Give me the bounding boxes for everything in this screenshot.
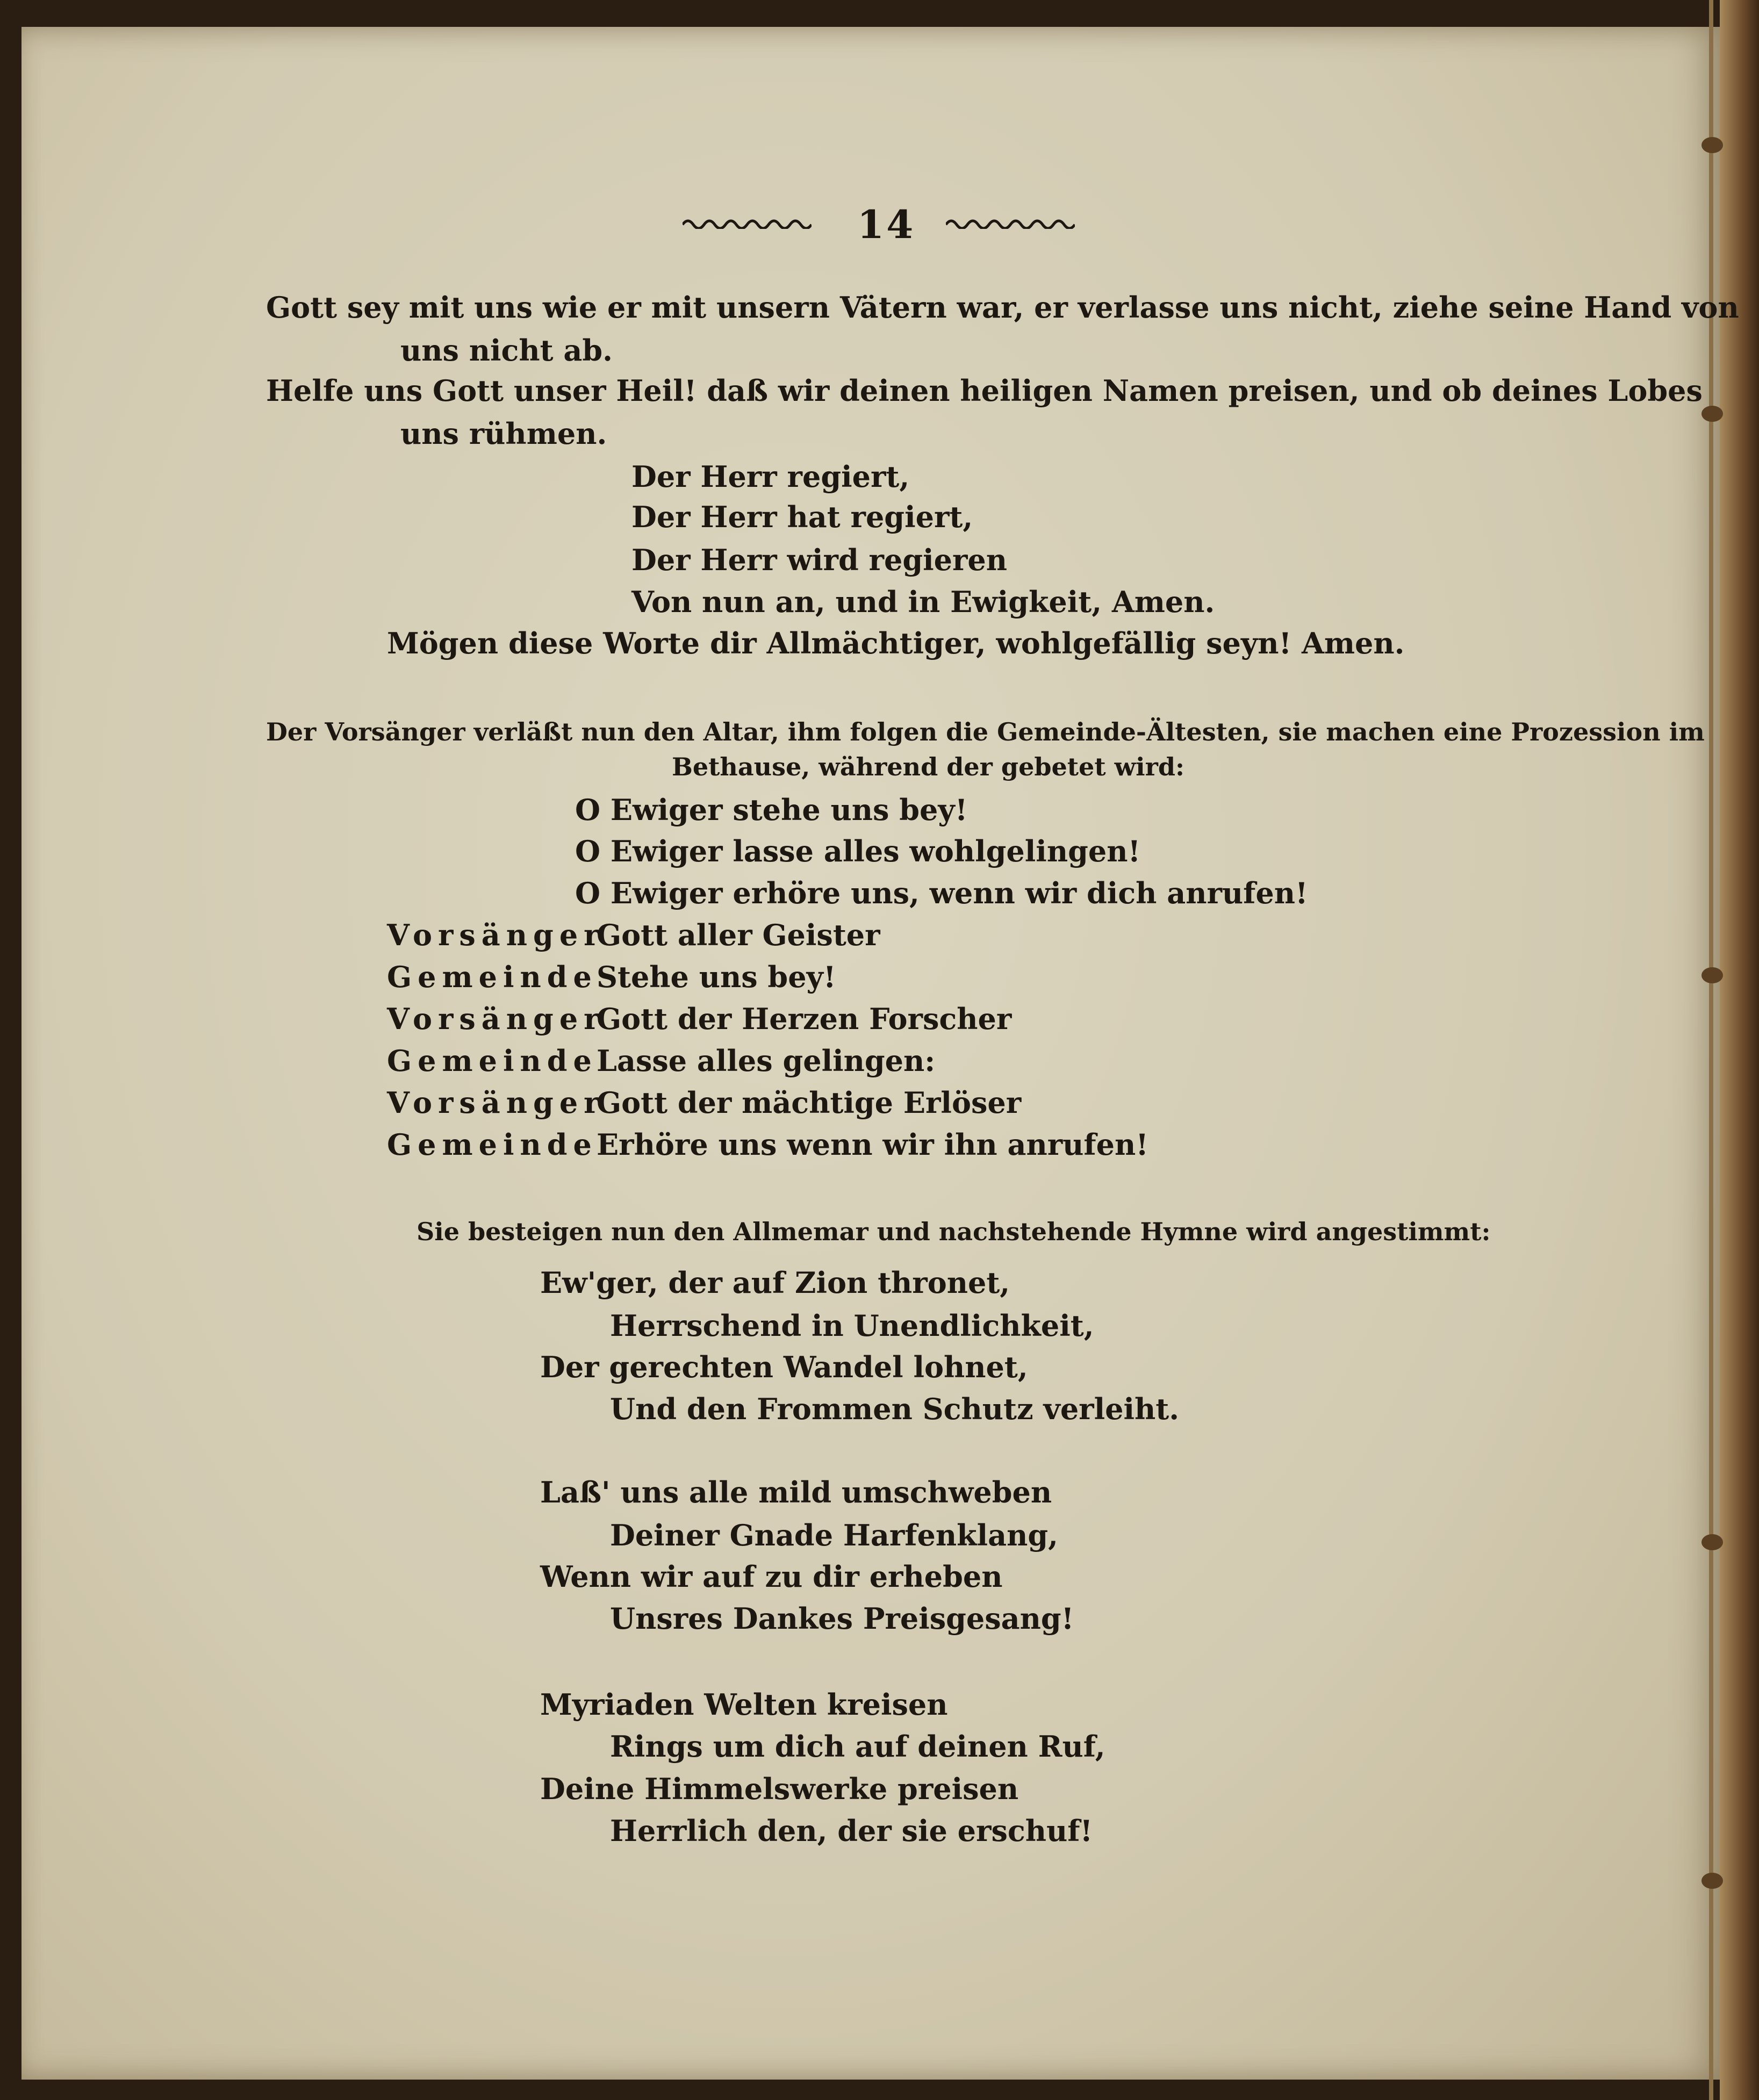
praise-line: Der Herr hat regiert, [631, 500, 973, 534]
opening-line: Helfe uns Gott unser Heil! daß wir deinen heiligen Namen preisen, und ob deines Lobes [266, 373, 1703, 408]
hymn-line: Deine Himmelswerke preisen [540, 1772, 1019, 1806]
speaker-label: Vorsänger [387, 918, 605, 952]
dialogue-row [387, 1127, 1148, 1162]
hymn-line: Herrschend in Unendlichkeit, [610, 1308, 1094, 1343]
dialogue-text: Gott der mächtige Erlöser [597, 1085, 1022, 1120]
dialogue-row [387, 1085, 1021, 1120]
dialogue-text: Stehe uns bey! [597, 960, 836, 994]
instruction-line: Sie besteigen nun den Allmemar und nachstehende Hymne wird angestimmt: [417, 1217, 1491, 1246]
hymn-line: Herrlich den, der sie erschuf! [610, 1814, 1093, 1848]
dialogue-row [387, 1044, 935, 1078]
speaker-label: Gemeinde [387, 1127, 598, 1162]
dialogue-text: Gott der Herzen Forscher [597, 1002, 1012, 1036]
binding-stitch [1701, 1873, 1723, 1889]
speaker-label: Gemeinde [387, 1044, 598, 1078]
speaker-label: Vorsänger [387, 1085, 605, 1120]
page-number: 14 [857, 202, 916, 247]
binding-stitch [1701, 406, 1723, 422]
hymn-line: Laß' uns alle mild umschweben [540, 1475, 1052, 1509]
hymn-line: Deiner Gnade Harfenklang, [610, 1518, 1058, 1552]
prayer-line: O Ewiger stehe uns bey! [575, 793, 968, 827]
opening-line: uns rühmen. [400, 416, 607, 451]
hymn-line: Myriaden Welten kreisen [540, 1687, 948, 1722]
hymn-line: Wenn wir auf zu dir erheben [540, 1559, 1003, 1594]
hymn-line: Unsres Dankes Preisgesang! [610, 1601, 1074, 1636]
speaker-label: Gemeinde [387, 960, 598, 994]
header-ornament-right [946, 215, 1075, 229]
opening-line: Gott sey mit uns wie er mit unsern Vätern war, er verlasse uns nicht, ziehe seine Hand von [266, 290, 1739, 325]
dialogue-row [387, 918, 880, 952]
speaker-label: Vorsänger [387, 1002, 605, 1036]
prayer-line: O Ewiger lasse alles wohlgelingen! [575, 834, 1141, 868]
dialogue-text: Gott aller Geister [597, 918, 880, 952]
hymn-line: Rings um dich auf deinen Ruf, [610, 1729, 1105, 1764]
praise-line: Der Herr wird regieren [631, 543, 1008, 577]
header-ornament-left [683, 215, 812, 229]
hymn-line: Ew'ger, der auf Zion thronet, [540, 1265, 1010, 1300]
opening-line: uns nicht ab. [400, 333, 613, 368]
dialogue-row [387, 960, 836, 994]
instruction-line: Bethause, während der gebetet wird: [672, 752, 1185, 781]
dialogue-text: Erhöre uns wenn wir ihn anrufen! [597, 1127, 1148, 1162]
hymn-line: Der gerechten Wandel lohnet, [540, 1350, 1028, 1384]
prayer-line: O Ewiger erhöre uns, wenn wir dich anrufen! [575, 876, 1308, 910]
hymn-line: Und den Frommen Schutz verleiht. [610, 1392, 1180, 1426]
closing-line: Mögen diese Worte dir Allmächtiger, wohlgefällig seyn! Amen. [387, 626, 1405, 660]
instruction-line: Der Vorsänger verläßt nun den Altar, ihm folgen die Gemeinde-Ältesten, sie machen eine Prozession im [266, 717, 1705, 746]
binding-stitch [1701, 967, 1723, 983]
binding-stitch [1701, 137, 1723, 153]
praise-line: Der Herr regiert, [631, 459, 910, 494]
dialogue-text: Lasse alles gelingen: [597, 1044, 936, 1078]
praise-line: Von nun an, und in Ewigkeit, Amen. [631, 585, 1215, 619]
binding-stitch [1701, 1534, 1723, 1550]
dialogue-row [387, 1002, 1011, 1036]
